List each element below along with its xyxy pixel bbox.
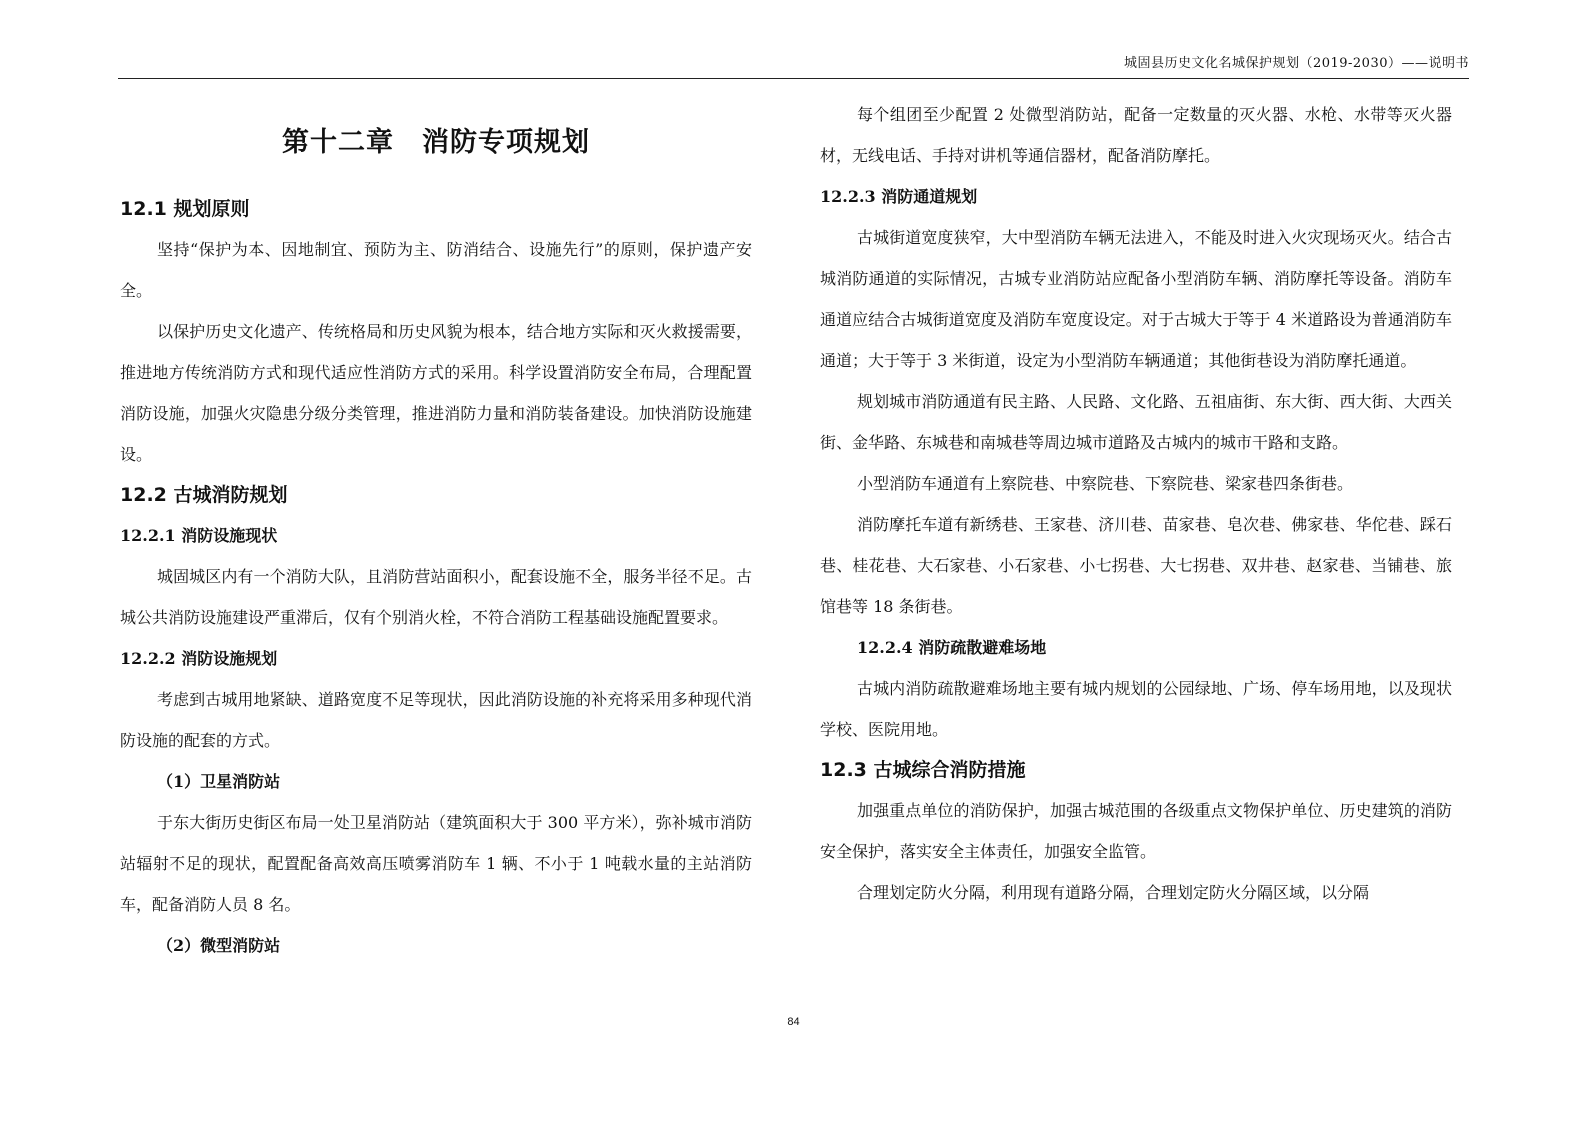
section-heading-12-2: 12.2 古城消防规划: [120, 484, 288, 506]
subsection-heading-12-2-3: 12.2.3 消防通道规划: [820, 187, 978, 206]
item-heading-micro-station: （2）微型消防站: [157, 936, 281, 955]
paragraph: 合理划定防火分隔，利用现有道路分隔，合理划定防火分隔区域，以分隔: [857, 883, 1370, 902]
paragraph: 古城街道宽度狭窄，大中型消防车辆无法进入，不能及时进入火灾现场灭火。结合古城消防通道的实际情况，古城专业消防站应配备小型消防车辆、消防摩托等设备。消防车通道应结合古城街道宽度及消防车宽度设定。对于古城大于等于 4 米道路设为普通消防车通道；大于等于 3 米街道，设定为小型消防车辆通道；其他街巷设为消防摩托通道。: [820, 228, 1452, 370]
page-number: 84: [787, 1016, 800, 1028]
chapter-title: 第十二章 消防专项规划: [282, 127, 590, 158]
subsection-heading-12-2-1: 12.2.1 消防设施现状: [120, 526, 278, 545]
paragraph: 消防摩托车道有新绣巷、王家巷、济川巷、苗家巷、皂次巷、佛家巷、华佗巷、踩石巷、桂花巷、大石家巷、小石家巷、小七拐巷、大七拐巷、双井巷、赵家巷、当铺巷、旅馆巷等 18 条街巷。: [820, 515, 1452, 616]
subsection-heading-12-2-4: 12.2.4 消防疏散避难场地: [857, 638, 1047, 657]
subsection-heading-12-2-2: 12.2.2 消防设施规划: [120, 649, 278, 668]
page-header: [118, 48, 1469, 79]
right-column: [820, 94, 1452, 913]
left-column: [120, 92, 752, 966]
paragraph: 城固城区内有一个消防大队，且消防营站面积小，配套设施不全，服务半径不足。古城公共消防设施建设严重滞后，仅有个别消火栓，不符合消防工程基础设施配置要求。: [120, 567, 752, 627]
paragraph: 加强重点单位的消防保护，加强古城范围的各级重点文物保护单位、历史建筑的消防安全保护，落实安全主体责任，加强安全监管。: [820, 801, 1452, 861]
paragraph: 考虑到古城用地紧缺、道路宽度不足等现状，因此消防设施的补充将采用多种现代消防设施的配套的方式。: [120, 690, 752, 750]
paragraph: 每个组团至少配置 2 处微型消防站，配备一定数量的灭火器、水枪、水带等灭火器材，无线电话、手持对讲机等通信器材，配备消防摩托。: [820, 105, 1452, 165]
paragraph: 规划城市消防通道有民主路、人民路、文化路、五祖庙街、东大街、西大街、大西关街、金华路、东城巷和南城巷等周边城市道路及古城内的城市干路和支路。: [820, 392, 1452, 452]
paragraph: 于东大街历史街区布局一处卫星消防站（建筑面积大于 300 平方米），弥补城市消防站辐射不足的现状，配置配备高效高压喷雾消防车 1 辆、不小于 1 吨载水量的主站消防车，配备消防人员 8 名。: [120, 813, 752, 914]
paragraph: 以保护历史文化遗产、传统格局和历史风貌为根本，结合地方实际和灭火救援需要，推进地方传统消防方式和现代适应性消防方式的采用。科学设置消防安全布局，合理配置消防设施，加强火灾隐患分级分类管理，推进消防力量和消防装备建设。加快消防设施建设。: [120, 322, 752, 464]
header-title: 城固县历史文化名城保护规划（2019-2030）——说明书: [1123, 56, 1469, 71]
paragraph: 小型消防车通道有上察院巷、中察院巷、下察院巷、梁家巷四条街巷。: [857, 474, 1354, 493]
paragraph: 古城内消防疏散避难场地主要有城内规划的公园绿地、广场、停车场用地，以及现状学校、医院用地。: [820, 679, 1452, 739]
section-heading-12-1: 12.1 规划原则: [120, 198, 250, 220]
section-heading-12-3: 12.3 古城综合消防措施: [820, 759, 1026, 781]
item-heading-satellite-station: （1）卫星消防站: [157, 772, 281, 791]
paragraph: 坚持“保护为本、因地制宜、预防为主、防消结合、设施先行”的原则，保护遗产安全。: [120, 240, 752, 300]
